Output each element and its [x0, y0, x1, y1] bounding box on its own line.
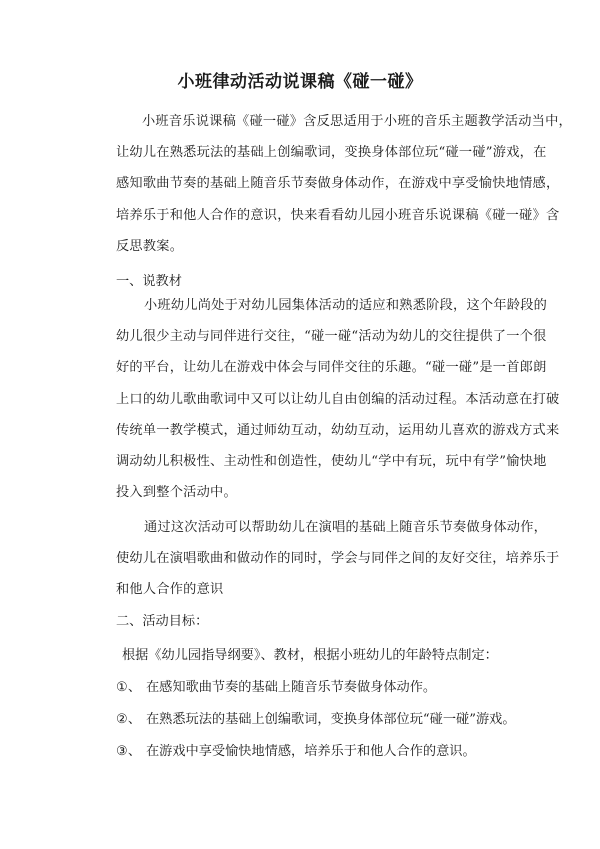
materials-line: 小班幼儿尚处于对幼儿园集体活动的适应和熟悉阶段，这个年龄段的 [144, 298, 548, 313]
intro-line: 培养乐于和他人合作的意识，快来看看幼儿园小班音乐说课稿《碰一碰》含 [116, 207, 560, 223]
section-heading-goals: 二、活动目标： [116, 614, 209, 629]
goal-item [116, 742, 476, 762]
materials-line: 通过这次活动可以帮助幼儿在演唱的基础上随音乐节奏做身体动作， [144, 520, 548, 535]
materials-line: 幼儿很少主动与同伴进行交往，“碰一碰“活动为幼儿的交往提供了一个很 [116, 329, 547, 345]
goal-item [116, 678, 436, 698]
goal-item [116, 710, 516, 730]
materials-line: 和他人合作的意识 [116, 582, 224, 598]
goal-text: 在感知歌曲节奏的基础上随音乐节奏做身体动作。 [146, 680, 437, 695]
materials-line: 使幼儿在演唱歌曲和做动作的同时，学会与同伴之间的友好交往，培养乐于 [116, 551, 560, 567]
goal-text: 在游戏中享受愉快地情感，培养乐于和他人合作的意识。 [146, 744, 476, 759]
goal-number: ①、 [116, 680, 142, 695]
page-title: 小班律动活动说课稿《碰一碰》 [177, 72, 423, 92]
materials-paragraph-1 [116, 290, 559, 508]
materials-line: 好的平台，让幼儿在游戏中体会与同伴交往的乐趣。“碰一碰”是一首郎朗 [116, 360, 547, 376]
materials-line: 调动幼儿积极性、主动性和创造性，使幼儿“学中有玩，玩中有学”愉快地 [116, 453, 547, 469]
materials-line: 传统单一教学模式，通过师幼互动，幼幼互动，运用幼儿喜欢的游戏方式来 [116, 422, 560, 438]
intro-paragraph [116, 106, 572, 262]
intro-line: 让幼儿在熟悉玩法的基础上创编歌词，变换身体部位玩“碰一碰”游戏，在 [116, 145, 547, 161]
materials-line: 上口的幼儿歌曲歌词中又可以让幼儿自由创编的活动过程。本活动意在打破 [116, 391, 560, 407]
goal-number: ③、 [116, 744, 142, 759]
section-heading-materials: 一、说教材 [116, 274, 182, 289]
materials-paragraph-2 [116, 512, 559, 606]
intro-line: 感知歌曲节奏的基础上随音乐节奏做身体动作，在游戏中享受愉快地情感， [116, 176, 560, 192]
intro-line: 反思教案。 [116, 238, 184, 254]
intro-line: 小班音乐说课稿《碰一碰》含反思适用于小班的音乐主题教学活动当中， [142, 114, 572, 129]
goals-intro: 根据《幼儿园指导纲要》、教材，根据小班幼儿的年龄特点制定： [122, 648, 498, 663]
goal-text: 在熟悉玩法的基础上创编歌词，变换身体部位玩“碰一碰”游戏。 [146, 712, 516, 727]
goal-number: ②、 [116, 712, 142, 727]
materials-line: 投入到整个活动中。 [116, 485, 237, 501]
